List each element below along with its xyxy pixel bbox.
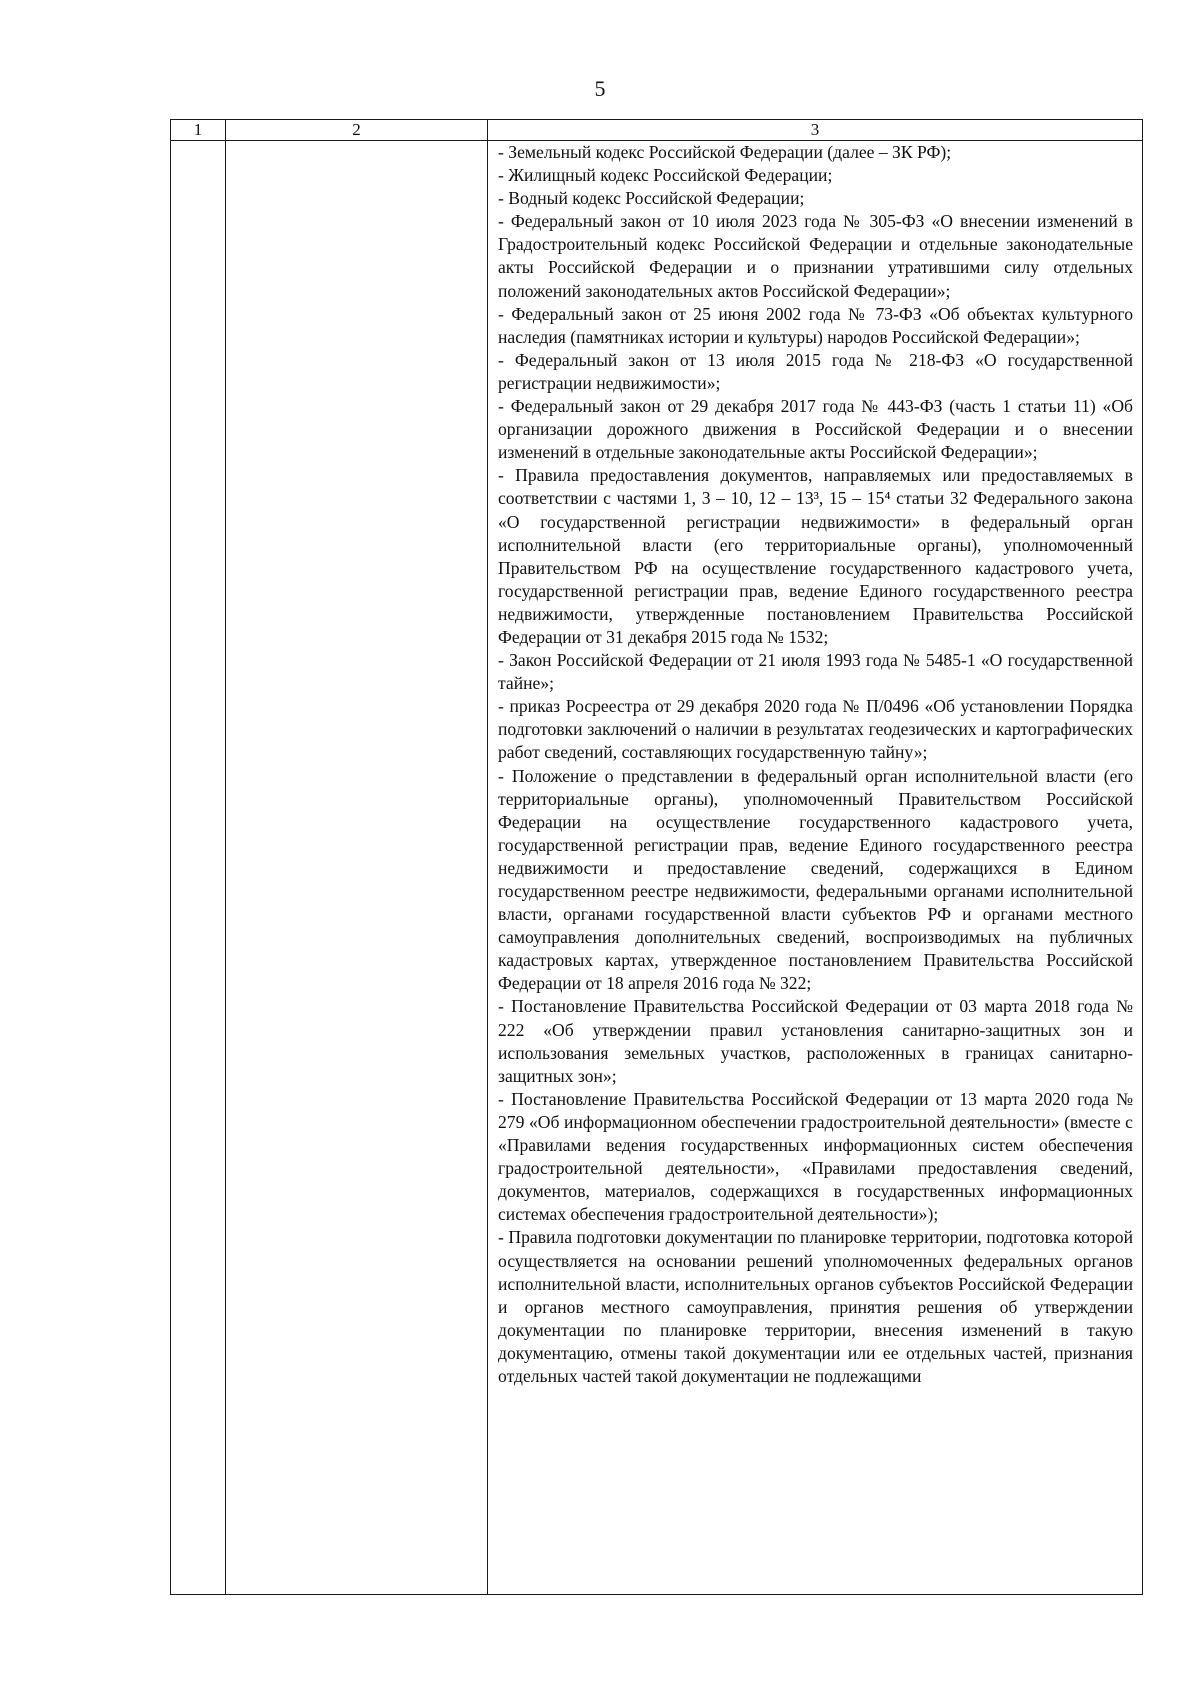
list-item: - Земельный кодекс Российской Федерации (далее – ЗК РФ); (498, 142, 952, 162)
list-item: - Правила подготовки документации по планировке территории, подготовка которой осуществляется на основании решений уполномоченных федеральных органов исполнительной власти, исполнительных органов субъектов Российской Федерации и органов местного самоуправления, принятия решения об утверждении документации по планировке территории, внесения изменений в такую документацию, отмены такой документации или ее отдельных частей, признания отдельных частей такой документации не подлежащими (498, 1227, 1133, 1386)
list-item: - Положение о представлении в федеральный орган исполнительной власти (его территориальные органы), уполномоченный Правительством Российской Федерации на осуществление государственного кадастрового учета, государственной регистрации прав, ведение Единого государственного реестра недвижимости и предоставление сведений, содержащихся в Едином государственном реестре недвижимости, федеральными органами исполнительной власти, органами государственной власти субъектов РФ и органами местного самоуправления дополнительных сведений, воспроизводимых на публичных кадастровых картах, утвержденное постановлением Правительства Российской Федерации от 18 апреля 2016 года № 322; (498, 765, 1133, 994)
column-3-cell (488, 141, 1143, 1595)
page-number: 5 (594, 76, 606, 101)
list-item: - Правила предоставления документов, направляемых или предоставляемых в соответствии с частями 1, 3 – 10, 12 – 13³, 15 – 15⁴ статьи 32 Федерального закона «О государственной регистрации недвижимости» в федеральный орган исполнительной власти (его территориальные органы), уполномоченный Правительством РФ на осуществление государственного кадастрового учета, государственной регистрации прав, ведение Единого государственного реестра недвижимости, утвержденные постановлением Правительства Российской Федерации от 31 декабря 2015 года № 1532; (498, 465, 1133, 647)
table-header-row (171, 120, 1143, 141)
column-1-cell (171, 141, 226, 1595)
table-row (171, 141, 1143, 1595)
list-item: - Федеральный закон от 25 июня 2002 года № 73-ФЗ «Об объектах культурного наследия (памятниках истории и культуры) народов Российской Федерации»; (498, 303, 1133, 347)
column-header-1: 1 (171, 120, 226, 141)
document-table (170, 119, 1143, 1595)
list-item: - Закон Российской Федерации от 21 июля 1993 года № 5485-1 «О государственной тайне»; (498, 650, 1133, 694)
list-item: - Водный кодекс Российской Федерации; (498, 188, 805, 209)
list-item: - Постановление Правительства Российской Федерации от 13 марта 2020 года № 279 «Об информационном обеспечении градостроительной деятельности» (вместе с «Правилами ведения государственных информационных систем обеспечения градостроительной деятельности», «Правилами предоставления сведений, документов, материалов, содержащихся в государственных информационных системах обеспечения градостроительной деятельности»); (498, 1088, 1133, 1225)
column-header-3: 3 (488, 120, 1143, 141)
list-item: - Постановление Правительства Российской Федерации от 03 марта 2018 года № 222 «Об утверждении правил установления санитарно-защитных зон и использования земельных участков, расположенных в границах санитарно-защитных зон»; (498, 996, 1133, 1086)
column-header-2: 2 (226, 120, 488, 141)
list-item: - Федеральный закон от 10 июля 2023 года № 305-ФЗ «О внесении изменений в Градостроительный кодекс Российской Федерации и отдельные законодательные акты Российской Федерации и о признании утратившими силу отдельных положений законодательных актов Российской Федерации»; (498, 211, 1133, 301)
list-item: - Федеральный закон от 13 июля 2015 года № 218-ФЗ «О государственной регистрации недвижимости»; (498, 349, 1133, 393)
list-item: - приказ Росреестра от 29 декабря 2020 года № П/0496 «Об установлении Порядка подготовки заключений о наличии в результатах геодезических и картографических работ сведений, составляющих государственную тайну»; (498, 696, 1133, 763)
legal-acts-list (498, 141, 1133, 1388)
list-item: - Жилищный кодекс Российской Федерации; (498, 165, 833, 186)
column-2-cell (226, 141, 488, 1595)
list-item: - Федеральный закон от 29 декабря 2017 года № 443-ФЗ (часть 1 статьи 11) «Об организации дорожного движения в Российской Федерации и о внесении изменений в отдельные законодательные акты Российской Федерации»; (498, 396, 1133, 463)
